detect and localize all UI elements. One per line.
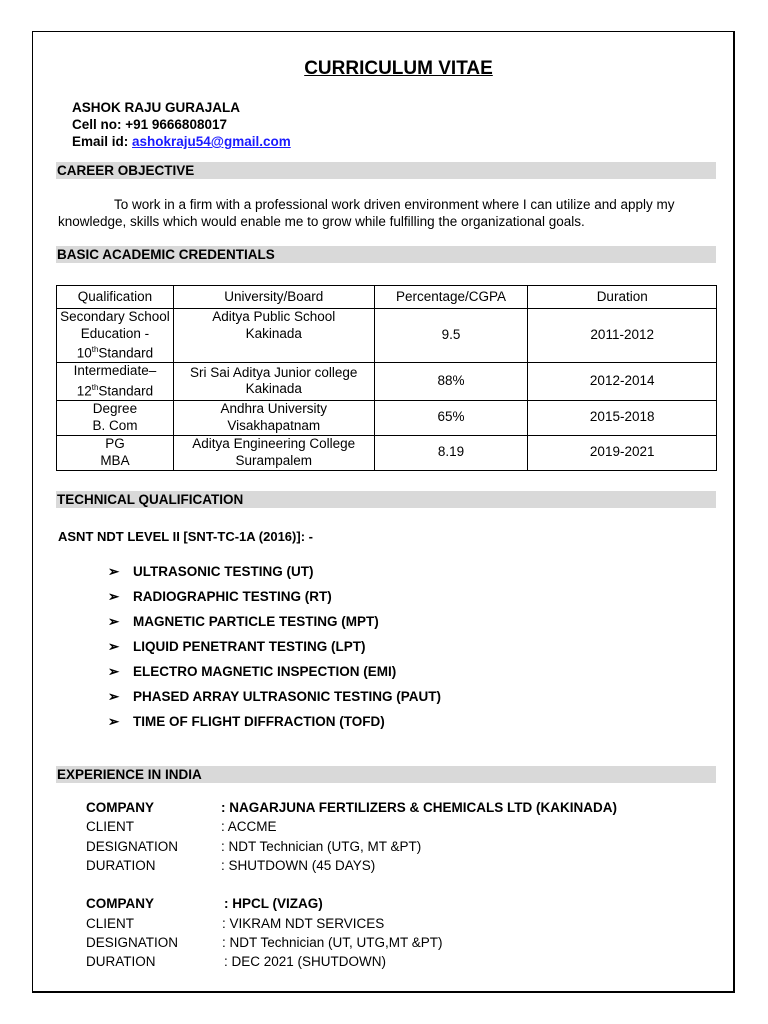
table-row xyxy=(57,400,717,435)
list-item: ➢ ELECTRO MAGNETIC INSPECTION (EMI) xyxy=(108,664,397,679)
document-title: CURRICULUM VITAE xyxy=(304,58,493,79)
arrow-bullet-icon: ➢ xyxy=(108,564,120,579)
arrow-bullet-icon: ➢ xyxy=(108,689,120,704)
academic-table xyxy=(56,285,717,471)
designation-label: DESIGNATION xyxy=(86,935,179,950)
table-row xyxy=(57,309,717,363)
table-header-row xyxy=(57,286,717,309)
percentage-cell: 65% xyxy=(374,400,528,435)
section-technical-qualification: TECHNICAL QUALIFICATION xyxy=(56,491,716,508)
email-label: Email id: xyxy=(72,134,133,149)
list-item: ➢ MAGNETIC PARTICLE TESTING (MPT) xyxy=(108,614,379,629)
duration-cell: 2012-2014 xyxy=(528,363,717,401)
cell-number-line xyxy=(72,117,227,132)
client-value: : VIKRAM NDT SERVICES xyxy=(222,916,385,931)
email-line xyxy=(72,134,291,149)
objective-line-1: To work in a firm with a professional work driven environment where I can utilize and apply my xyxy=(114,197,675,212)
arrow-bullet-icon: ➢ xyxy=(108,639,120,654)
qualification-cell: Intermediate– 12thStandard xyxy=(57,363,174,401)
client-label: CLIENT xyxy=(86,819,135,834)
col-header-duration: Duration xyxy=(528,286,717,309)
qualification-cell: PG MBA xyxy=(57,435,174,470)
company-value: : NAGARJUNA FERTILIZERS & CHEMICALS LTD (KAKINADA) xyxy=(221,800,617,815)
arrow-bullet-icon: ➢ xyxy=(108,714,120,729)
duration-label: DURATION xyxy=(86,858,156,873)
col-header-qualification: Qualification xyxy=(57,286,174,309)
section-experience: EXPERIENCE IN INDIA xyxy=(56,766,716,783)
col-header-percentage: Percentage/CGPA xyxy=(374,286,528,309)
section-career-objective: CAREER OBJECTIVE xyxy=(56,162,716,179)
company-value: : HPCL (VIZAG) xyxy=(224,896,323,911)
designation-value: : NDT Technician (UT, UTG,MT &PT) xyxy=(222,935,443,950)
list-item: ➢ PHASED ARRAY ULTRASONIC TESTING (PAUT) xyxy=(108,689,442,704)
percentage-cell: 9.5 xyxy=(374,309,528,363)
list-item: ➢ TIME OF FLIGHT DIFFRACTION (TOFD) xyxy=(108,714,385,729)
designation-label: DESIGNATION xyxy=(86,839,179,854)
university-cell: Andhra University Visakhapatnam xyxy=(173,400,374,435)
university-cell: Aditya Public School Kakinada xyxy=(173,309,374,363)
arrow-bullet-icon: ➢ xyxy=(108,614,120,629)
list-item: ➢ RADIOGRAPHIC TESTING (RT) xyxy=(108,589,332,604)
designation-value: : NDT Technician (UTG, MT &PT) xyxy=(221,839,422,854)
duration-value: : SHUTDOWN (45 DAYS) xyxy=(221,858,376,873)
qualification-cell: Degree B. Com xyxy=(57,400,174,435)
cell-label: Cell no: xyxy=(72,117,126,132)
duration-label: DURATION xyxy=(86,954,156,969)
cell-value: +91 9666808017 xyxy=(125,117,227,132)
list-item: ➢ LIQUID PENETRANT TESTING (LPT) xyxy=(108,639,366,654)
client-value: : ACCME xyxy=(221,819,277,834)
duration-cell: 2019-2021 xyxy=(528,435,717,470)
university-cell: Sri Sai Aditya Junior college Kakinada xyxy=(173,363,374,401)
candidate-name: ASHOK RAJU GURAJALA xyxy=(72,100,241,115)
duration-cell: 2011-2012 xyxy=(528,309,717,363)
duration-cell: 2015-2018 xyxy=(528,400,717,435)
percentage-cell: 8.19 xyxy=(374,435,528,470)
table-row xyxy=(57,435,717,470)
percentage-cell: 88% xyxy=(374,363,528,401)
client-label: CLIENT xyxy=(86,916,135,931)
arrow-bullet-icon: ➢ xyxy=(108,589,120,604)
list-item: ➢ ULTRASONIC TESTING (UT) xyxy=(108,564,314,579)
email-link[interactable]: ashokraju54@gmail.com xyxy=(132,134,291,149)
company-label: COMPANY xyxy=(86,800,155,815)
company-label: COMPANY xyxy=(86,896,155,911)
arrow-bullet-icon: ➢ xyxy=(108,664,120,679)
duration-value: : DEC 2021 (SHUTDOWN) xyxy=(224,954,387,969)
certification-heading: ASNT NDT LEVEL II [SNT-TC-1A (2016)]: - xyxy=(58,529,313,544)
career-objective-text xyxy=(58,196,698,230)
col-header-university: University/Board xyxy=(173,286,374,309)
section-academic-credentials: BASIC ACADEMIC CREDENTIALS xyxy=(56,246,716,263)
table-row xyxy=(57,363,717,401)
university-cell: Aditya Engineering College Surampalem xyxy=(173,435,374,470)
objective-line-2: knowledge, skills which would enable me to grow while fulfilling the organizational goals. xyxy=(58,214,585,229)
qualification-cell: Secondary School Education - 10thStandard xyxy=(57,309,174,363)
